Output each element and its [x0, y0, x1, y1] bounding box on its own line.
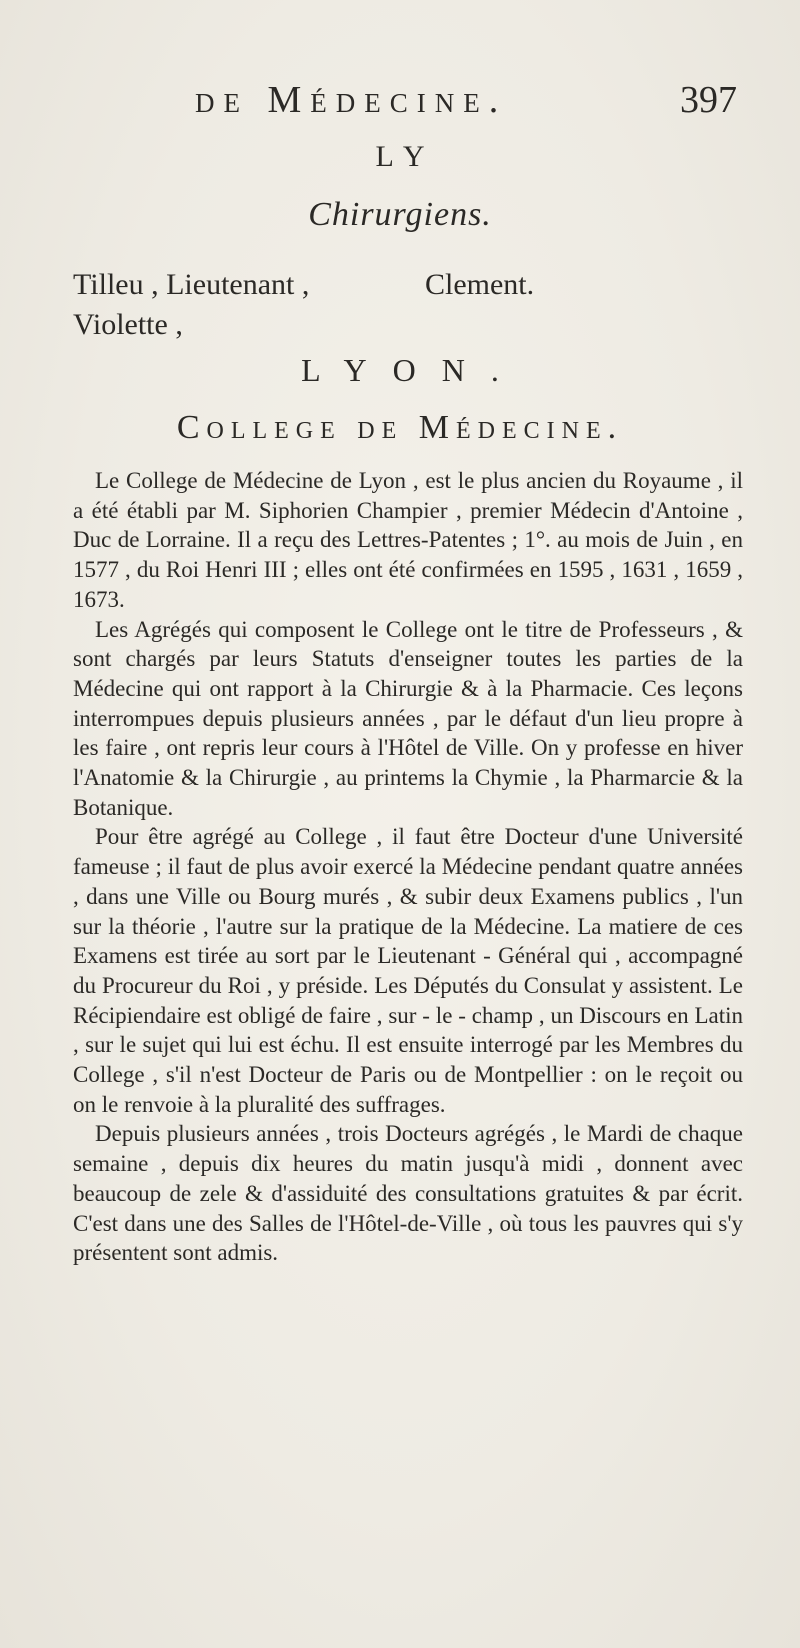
surgeon-name: Clement.	[425, 268, 535, 301]
section-heading-ly: LY	[375, 140, 437, 173]
paragraph: Les Agrégés qui composent le College ont le titre de Professeurs , & sont chargés par leurs Statuts d'enseigner toutes les parties de la Médecine qui ont rapport à la Chirurgie & à la Pharmacie. Ces leçons interrompues depuis plusieurs années , par le défaut d'un lieu propre à les faire , ont repris leur cours à l'Hôtel de Ville. On y professe en hiver l'Anatomie & la Chirurgie , au printems la Chymie , la Pharmarcie & la Botanique.	[73, 616, 743, 820]
paragraph: Le College de Médecine de Lyon , est le plus ancien du Royaume , il a été établi par M. Siphorien Champier , premier Médecin d'Antoine , Duc de Lorraine. Il a reçu des Lettres-Patentes ; 1°. au mois de Juin , en 1577 , du Roi Henri III ; elles ont été confirmées en 1595 , 1631 , 1659 , 1673.	[73, 468, 743, 612]
section-subheading-chirurgiens: Chirurgiens.	[308, 196, 492, 233]
paragraph: Depuis plusieurs années , trois Docteurs agrégés , le Mardi de chaque semaine , depuis dix heures du matin jusqu'à midi , donnent avec beaucoup de zele & d'assiduité des consultations gratuites & par écrit. C'est dans une des Salles de l'Hôtel-de-Ville , où tous les pauvres qui s'y présentent sont admis.	[73, 1121, 743, 1266]
college-heading: College de Médecine.	[176, 409, 624, 446]
surgeon-name: Violette ,	[73, 308, 183, 341]
surgeon-name: Tilleu , Lieutenant ,	[73, 268, 310, 301]
page-number: 397	[680, 79, 737, 121]
body-text	[73, 466, 743, 1268]
section-heading-lyon: LYON.	[301, 352, 525, 388]
paragraph: Pour être agrégé au College , il faut être Docteur d'une Université fameuse ; il faut de plus avoir exercé la Médecine pendant quatre années , dans une Ville ou Bourg murés , & subir deux Examens publics , l'un sur la théorie , l'autre sur la pratique de la Médecine. La matiere de ces Examens est tirée au sort par le Lieutenant - Général qui , accompagné du Procureur du Roi , y préside. Les Députés du Consulat y assistent. Le Récipiendaire est obligé de faire , sur - le - champ , un Discours en Latin , sur le sujet qui lui est échu. Il est ensuite interrogé par les Membres du College , s'il n'est Docteur de Paris ou de Montpellier : on le reçoit ou on le renvoie à la pluralité des suffrages.	[73, 824, 743, 1117]
running-head: de Médecine.	[195, 79, 508, 121]
